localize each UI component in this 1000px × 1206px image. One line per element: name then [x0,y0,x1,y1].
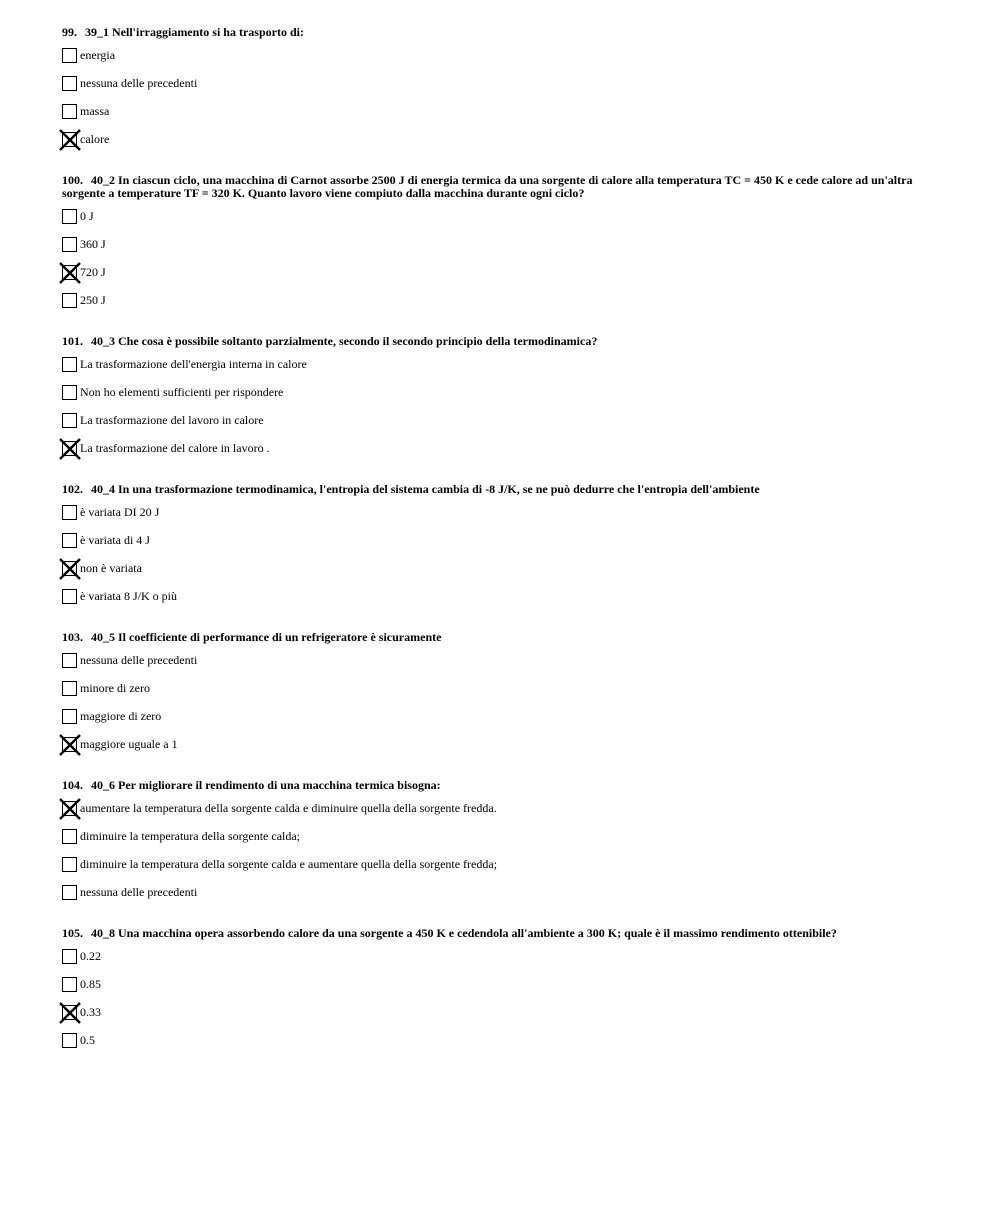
answer-option[interactable] [62,1032,922,1060]
question-block [62,174,922,320]
option-label: è variata DI 20 J [80,505,160,519]
question-number: 104. [62,778,83,792]
checked-checkbox[interactable] [62,1005,77,1020]
option-label: 0.5 [80,1033,95,1047]
answer-option[interactable] [62,292,922,320]
question-block [62,779,922,912]
question-number: 105. [62,926,83,940]
answer-option[interactable] [62,412,922,440]
checkbox[interactable] [62,1033,77,1048]
question-text [62,631,922,644]
answer-option[interactable] [62,856,922,884]
option-label: 250 J [80,293,106,307]
answer-option[interactable] [62,588,922,616]
answer-option[interactable] [62,131,922,159]
question-block [62,483,922,616]
x-mark-icon [58,437,82,461]
checkbox[interactable] [62,533,77,548]
option-label: diminuire la temperatura della sorgente calda; [80,829,301,843]
checkbox[interactable] [62,357,77,372]
option-label: 0.85 [80,977,101,991]
checkbox[interactable] [62,505,77,520]
checked-checkbox[interactable] [62,561,77,576]
x-mark-icon [58,733,82,757]
checkbox[interactable] [62,48,77,63]
option-label: La trasformazione del lavoro in calore [80,413,264,427]
question-number: 103. [62,630,83,644]
answer-option[interactable] [62,736,922,764]
question-number: 101. [62,334,83,348]
answer-option[interactable] [62,828,922,856]
checkbox[interactable] [62,829,77,844]
question-text [62,483,922,496]
question-block [62,927,922,1060]
checkbox[interactable] [62,949,77,964]
checkbox[interactable] [62,413,77,428]
answer-option[interactable] [62,560,922,588]
answer-option[interactable] [62,948,922,976]
checkbox[interactable] [62,104,77,119]
checkbox[interactable] [62,681,77,696]
option-label: nessuna delle precedenti [80,885,198,899]
question-prompt: 39_1 Nell'irraggiamento si ha trasporto di: [85,25,304,39]
question-text [62,335,922,348]
checkbox[interactable] [62,293,77,308]
option-label: non è variata [80,561,142,575]
checkbox[interactable] [62,589,77,604]
option-label: 0.22 [80,949,101,963]
question-prompt: 40_2 In ciascun ciclo, una macchina di Carnot assorbe 2500 J di energia termica da una sorgente di calore alla temperatura TC = 450 K e cede calore ad un'altra sorgente a temperature TF = 320 K. Quanto lavoro viene compiuto dalla macchina durante ogni ciclo? [62,173,913,200]
answer-option[interactable] [62,708,922,736]
option-label: nessuna delle precedenti [80,653,198,667]
option-label: è variata di 4 J [80,533,150,547]
answer-option[interactable] [62,47,922,75]
option-label: La trasformazione dell'energia interna in calore [80,357,307,371]
option-label: energia [80,48,116,62]
answer-option[interactable] [62,680,922,708]
option-label: calore [80,132,110,146]
checkbox[interactable] [62,237,77,252]
option-label: 0 J [80,209,94,223]
answer-option[interactable] [62,236,922,264]
x-mark-icon [58,797,82,821]
question-block [62,631,922,764]
option-label: Non ho elementi sufficienti per rispondere [80,385,284,399]
question-text [62,927,922,940]
question-text [62,779,922,792]
option-label: aumentare la temperatura della sorgente calda e diminuire quella della sorgente fredda. [80,801,497,815]
x-mark-icon [58,557,82,581]
answer-option[interactable] [62,504,922,532]
checkbox[interactable] [62,209,77,224]
question-prompt: 40_6 Per migliorare il rendimento di una macchina termica bisogna: [91,778,441,792]
answer-option[interactable] [62,208,922,236]
checked-checkbox[interactable] [62,132,77,147]
question-prompt: 40_3 Che cosa è possibile soltanto parzialmente, secondo il secondo principio della termodinamica? [91,334,598,348]
checked-checkbox[interactable] [62,737,77,752]
checked-checkbox[interactable] [62,441,77,456]
x-mark-icon [58,128,82,152]
answer-option[interactable] [62,532,922,560]
answer-option[interactable] [62,103,922,131]
option-label: 720 J [80,265,106,279]
option-label: minore di zero [80,681,150,695]
answer-option[interactable] [62,884,922,912]
answer-option[interactable] [62,440,922,468]
question-block [62,335,922,468]
option-label: diminuire la temperatura della sorgente calda e aumentare quella della sorgente fredda; [80,857,498,871]
option-label: massa [80,104,110,118]
question-prompt: 40_5 Il coefficiente di performance di un refrigeratore è sicuramente [91,630,442,644]
checkbox[interactable] [62,76,77,91]
answer-option[interactable] [62,264,922,292]
option-label: maggiore uguale a 1 [80,737,178,751]
checked-checkbox[interactable] [62,265,77,280]
checkbox[interactable] [62,977,77,992]
option-label: è variata 8 J/K o più [80,589,177,603]
answer-option[interactable] [62,384,922,412]
question-prompt: 40_4 In una trasformazione termodinamica, l'entropia del sistema cambia di -8 J/K, se ne può dedurre che l'entropia dell'ambiente [91,482,760,496]
x-mark-icon [58,1001,82,1025]
checkbox[interactable] [62,653,77,668]
x-mark-icon [58,261,82,285]
checkbox[interactable] [62,385,77,400]
quiz-document [62,26,922,1075]
option-label: maggiore di zero [80,709,162,723]
answer-option[interactable] [62,976,922,1004]
answer-option[interactable] [62,800,922,828]
answer-option[interactable] [62,1004,922,1032]
option-label: nessuna delle precedenti [80,76,198,90]
question-prompt: 40_8 Una macchina opera assorbendo calore da una sorgente a 450 K e cedendola all'ambiente a 300 K; quale è il massimo rendimento ottenibile? [91,926,837,940]
answer-option[interactable] [62,652,922,680]
answer-option[interactable] [62,356,922,384]
question-text [62,174,922,200]
option-label: 0.33 [80,1005,101,1019]
checked-checkbox[interactable] [62,801,77,816]
question-number: 102. [62,482,83,496]
question-text [62,26,922,39]
question-block [62,26,922,159]
checkbox[interactable] [62,709,77,724]
question-number: 99. [62,25,77,39]
option-label: 360 J [80,237,106,251]
answer-option[interactable] [62,75,922,103]
option-label: La trasformazione del calore in lavoro . [80,441,270,455]
question-number: 100. [62,173,83,187]
checkbox[interactable] [62,885,77,900]
checkbox[interactable] [62,857,77,872]
